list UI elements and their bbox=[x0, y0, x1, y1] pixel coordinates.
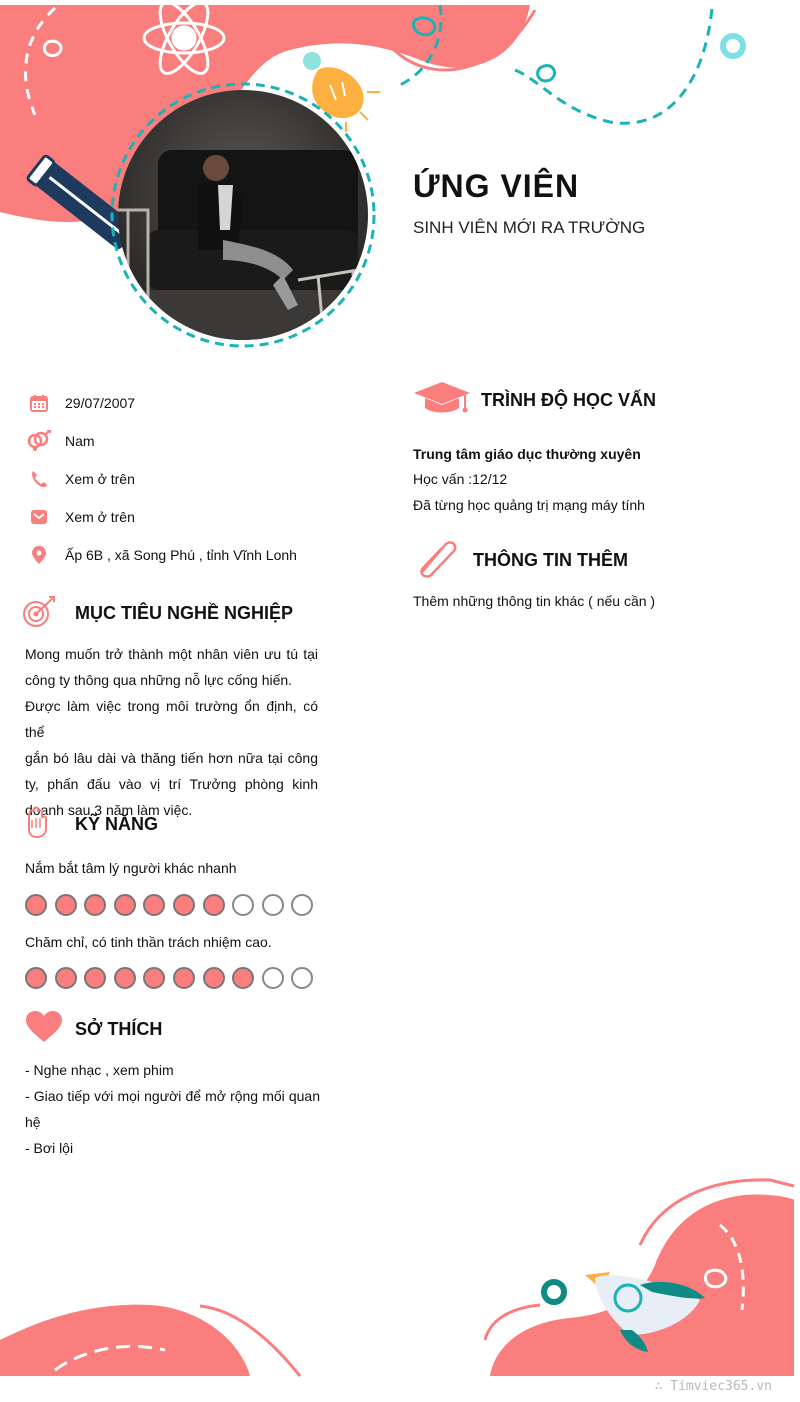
heart-icon bbox=[25, 1010, 70, 1049]
rating-dot-empty bbox=[262, 967, 284, 989]
skill-label: Nắm bắt tâm lý người khác nhanh bbox=[25, 860, 237, 876]
rating-dot-filled bbox=[173, 967, 195, 989]
objective-line: doanh sau 3 năm làm việc. bbox=[25, 802, 193, 818]
phone-icon bbox=[25, 467, 53, 491]
objective-title: MỤC TIÊU NGHỀ NGHIỆP bbox=[75, 603, 294, 623]
bottom-left-blob bbox=[0, 1305, 250, 1376]
rating-dot-filled bbox=[55, 967, 77, 989]
hobby-line: - Nghe nhạc , xem phim bbox=[25, 1062, 174, 1078]
rating-dot-filled bbox=[232, 967, 254, 989]
objective-line: gắn bó lâu dài và thăng tiến hơn nữa tại công bbox=[25, 750, 318, 766]
hobby-line: hệ bbox=[25, 1114, 41, 1130]
extra-title: THÔNG TIN THÊM bbox=[473, 550, 628, 570]
paperclip-icon bbox=[415, 537, 461, 584]
target-icon bbox=[22, 594, 70, 633]
skill-label: Chăm chỉ, có tinh thần trách nhiệm cao. bbox=[25, 934, 272, 950]
rating-dot-empty bbox=[291, 967, 313, 989]
skill-rating bbox=[25, 967, 321, 989]
contact-list bbox=[25, 384, 355, 574]
email-text: Xem ở trên bbox=[65, 509, 135, 525]
email-icon bbox=[25, 505, 53, 529]
contact-item-birthday bbox=[25, 384, 355, 422]
dashed-loop-teal-2 bbox=[538, 66, 555, 81]
extra-text: Thêm những thông tin khác ( nếu cần ) bbox=[413, 593, 656, 609]
candidate-subtitle: SINH VIÊN MỚI RA TRƯỜNG bbox=[413, 218, 646, 237]
rating-dot-empty bbox=[232, 894, 254, 916]
education-note: Đã từng học quảng trị mạng máy tính bbox=[413, 497, 645, 513]
rating-dot-filled bbox=[25, 894, 47, 916]
teal-ring-top bbox=[723, 36, 743, 56]
rating-dot-filled bbox=[143, 967, 165, 989]
birthday-text: 29/07/2007 bbox=[65, 395, 136, 411]
rating-dot-filled bbox=[114, 967, 136, 989]
rating-dot-filled bbox=[203, 894, 225, 916]
gender-icon bbox=[25, 429, 53, 453]
rating-dot-empty bbox=[291, 894, 313, 916]
objective-line: Mong muốn trở thành một nhân viên ưu tú tại bbox=[25, 646, 318, 662]
contact-item-address bbox=[25, 536, 355, 574]
rating-dot-filled bbox=[114, 894, 136, 916]
hobbies-title: SỞ THÍCH bbox=[75, 1019, 163, 1039]
education-heading bbox=[413, 380, 656, 421]
graduation-cap-icon bbox=[413, 380, 471, 421]
rating-dot-filled bbox=[55, 894, 77, 916]
hand-icon bbox=[25, 806, 70, 843]
hobby-line: - Bơi lội bbox=[25, 1140, 74, 1156]
education-school: Trung tâm giáo dục thường xuyên bbox=[413, 446, 641, 462]
skills-heading bbox=[25, 806, 158, 843]
rating-dot-filled bbox=[84, 967, 106, 989]
rating-dot-filled bbox=[25, 967, 47, 989]
rating-dot-filled bbox=[173, 894, 195, 916]
profile-photo-image bbox=[118, 90, 368, 340]
teal-ring-bottom bbox=[544, 1282, 564, 1302]
skills-title: KỸ NĂNG bbox=[75, 814, 159, 834]
rating-dot-filled bbox=[143, 894, 165, 916]
watermark: ∴ Timviec365.vn bbox=[654, 1379, 772, 1394]
objective-line: Được làm việc trong môi trường ổn định, có thể bbox=[25, 698, 318, 740]
phone-text: Xem ở trên bbox=[65, 471, 135, 487]
rating-dot-filled bbox=[84, 894, 106, 916]
objective-line: công ty thông qua những nỗ lực cống hiến. bbox=[25, 672, 293, 688]
education-level: Học vấn :12/12 bbox=[413, 471, 508, 487]
rating-dot-empty bbox=[262, 894, 284, 916]
objective-line: ty, phấn đấu vào vị trí Trưởng phòng kinh bbox=[25, 776, 318, 792]
contact-item-email bbox=[25, 498, 355, 536]
rating-dot-filled bbox=[203, 967, 225, 989]
extra-heading bbox=[415, 537, 628, 584]
contact-item-phone bbox=[25, 460, 355, 498]
hobbies-heading bbox=[25, 1010, 162, 1049]
skill-rating bbox=[25, 894, 321, 916]
contact-item-gender bbox=[25, 422, 355, 460]
hobby-line: - Giao tiếp với mọi người để mở rộng mối quan bbox=[25, 1088, 320, 1104]
gender-text: Nam bbox=[65, 433, 95, 449]
profile-photo bbox=[118, 90, 368, 340]
location-pin-icon bbox=[25, 543, 53, 567]
education-title: TRÌNH ĐỘ HỌC VẤN bbox=[481, 390, 656, 410]
objective-text bbox=[25, 641, 318, 823]
hobbies-text bbox=[25, 1057, 320, 1161]
candidate-name: ỨNG VIÊN bbox=[413, 168, 580, 204]
address-text: Ấp 6B , xã Song Phú , tỉnh Vĩnh Lonh bbox=[65, 547, 297, 563]
objective-heading bbox=[22, 594, 293, 633]
calendar-icon bbox=[25, 391, 53, 415]
